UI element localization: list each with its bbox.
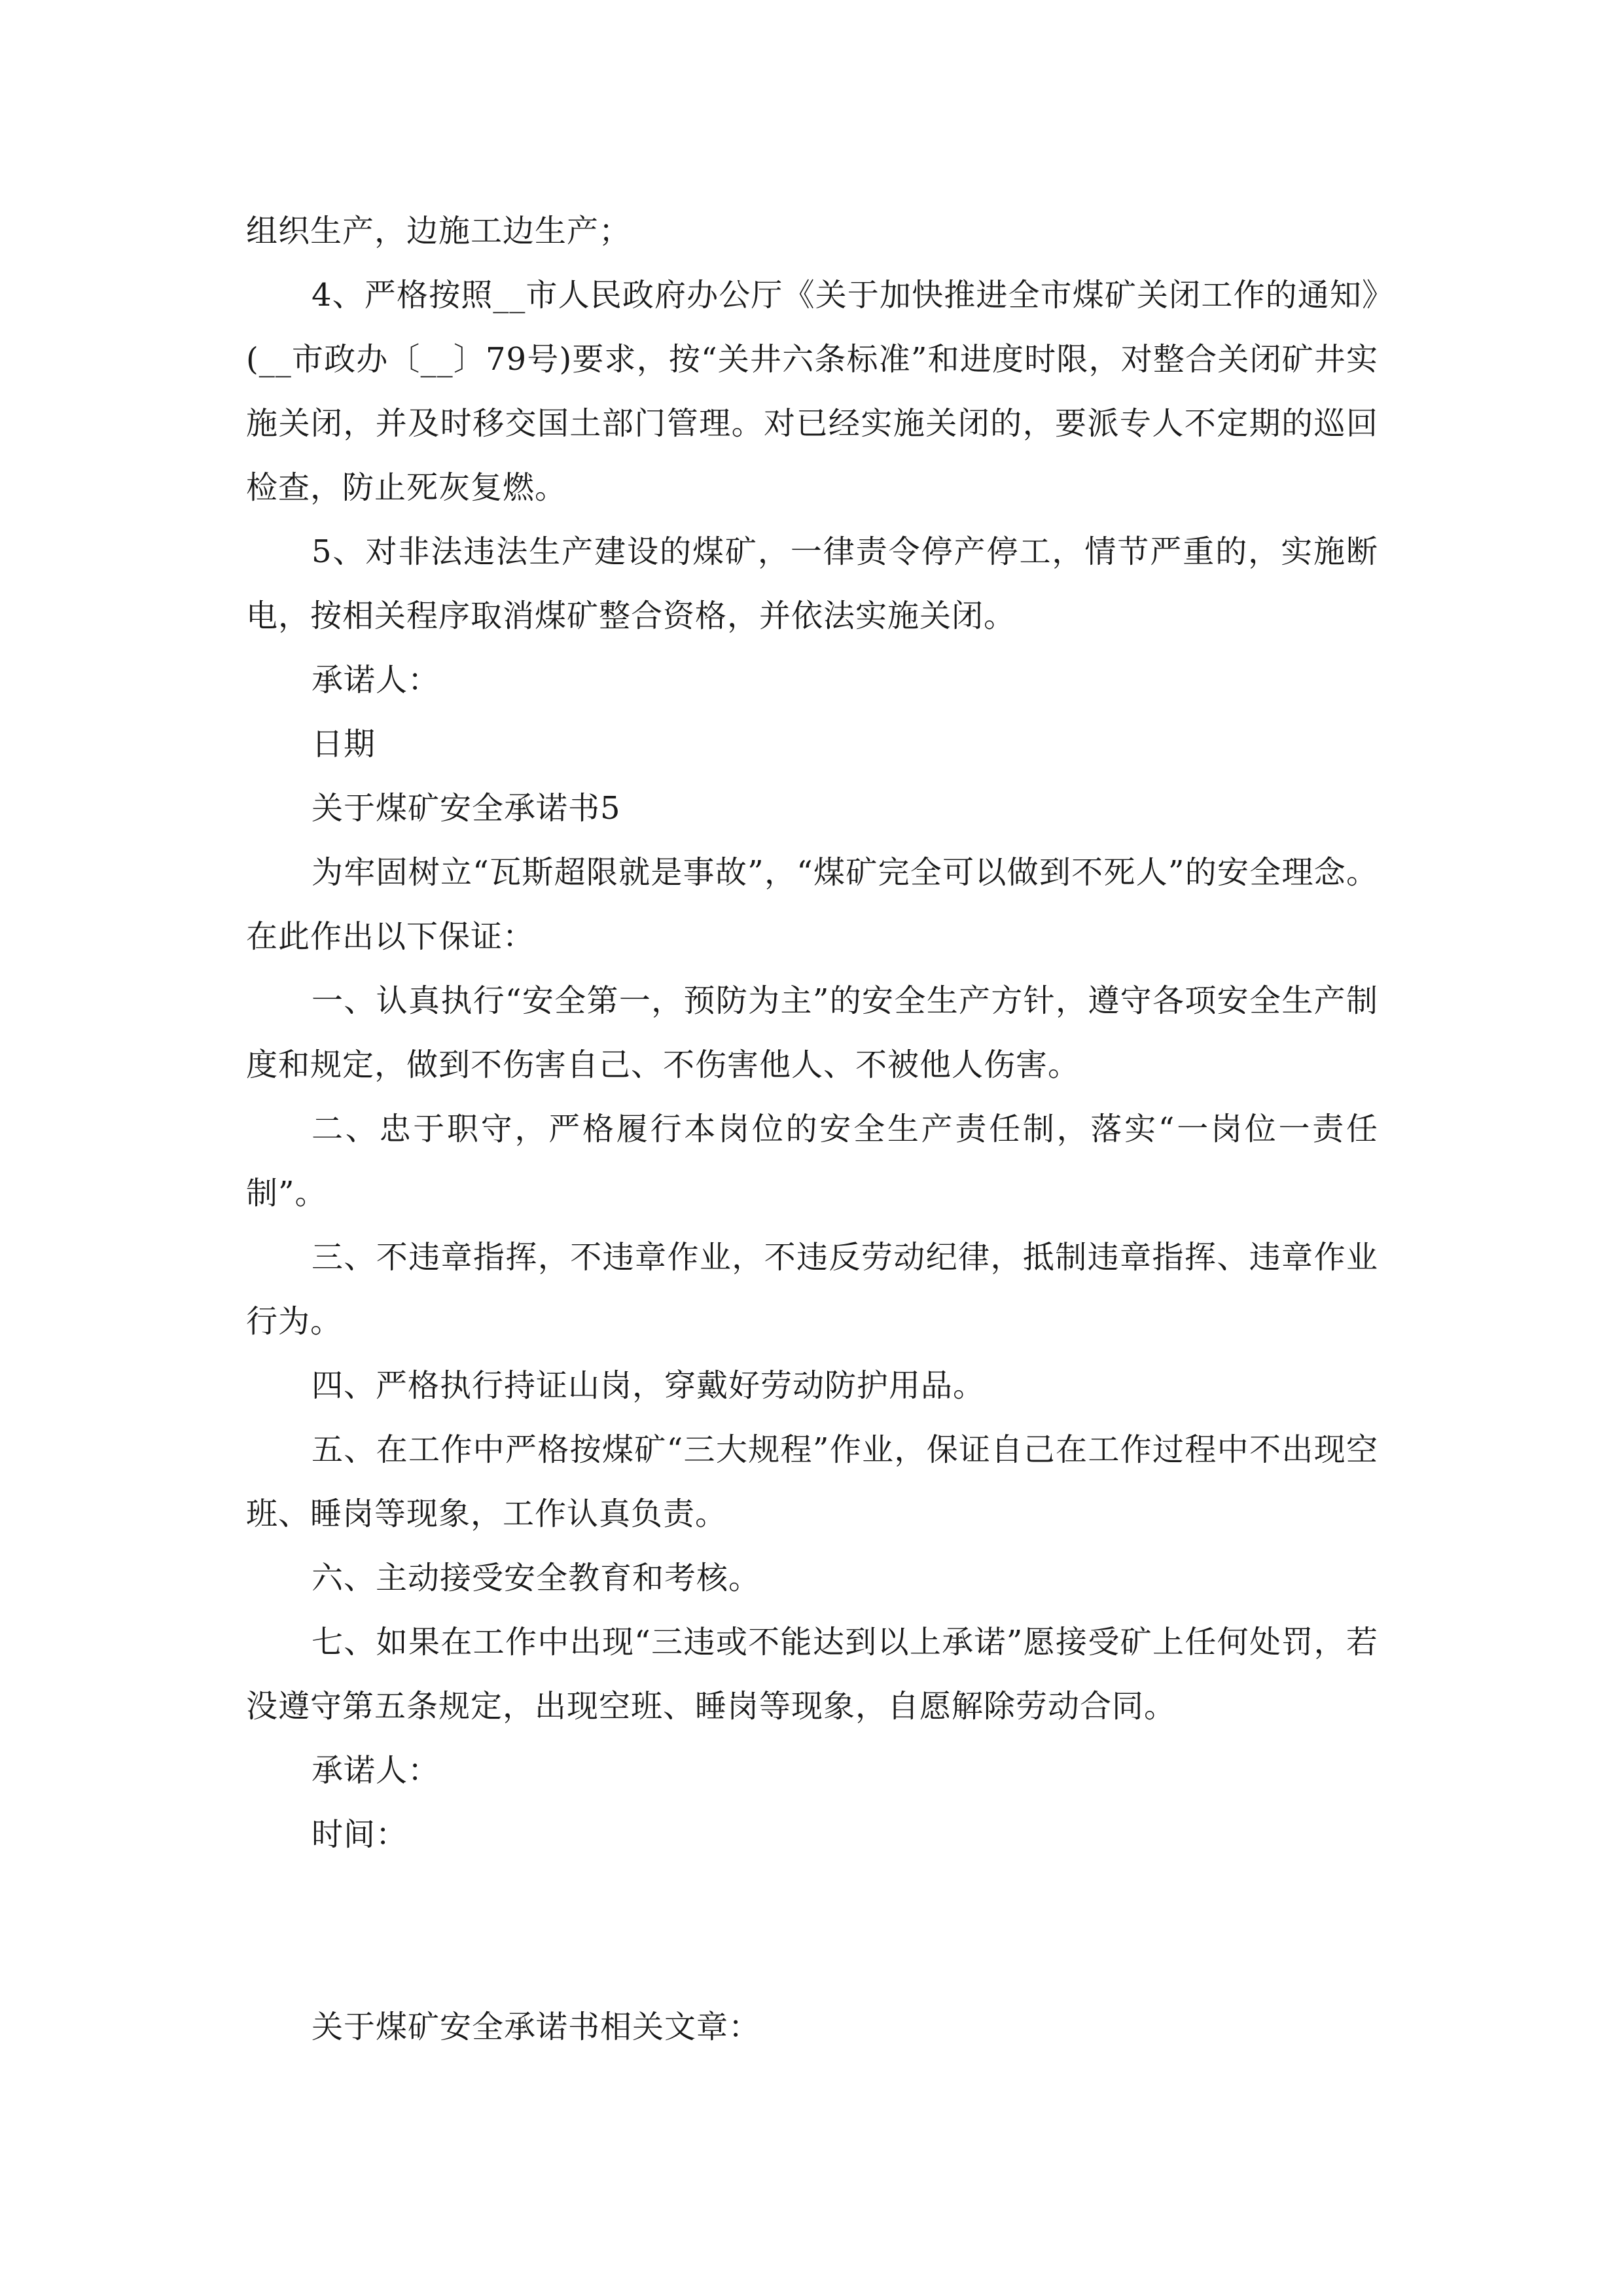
item-4: 四、严格执行持证山岗，穿戴好劳动防护用品。	[312, 1367, 986, 1404]
date-label: 日期	[312, 726, 376, 762]
promisor-label-1: 承诺人：	[312, 662, 440, 698]
paragraph-1: 组织生产，边施工边生产；	[246, 213, 632, 249]
paragraph-intro: 为牢固树立“瓦斯超限就是事故”，“煤矿完全可以做到不死人”的安全理念。在此作出以下保证：	[246, 854, 1378, 955]
item-1: 一、认真执行“安全第一，预防为主”的安全生产方针，遵守各项安全生产制度和规定，做到不伤害自己、不伤害他人、不被他人伤害。	[246, 982, 1378, 1083]
paragraph-3: 5、对非法违法生产建设的煤矿，一律责令停产停工，情节严重的，实施断电，按相关程序取消煤矿整合资格，并依法实施关闭。	[246, 533, 1378, 634]
item-6: 六、主动接受安全教育和考核。	[312, 1560, 761, 1596]
section-title: 关于煤矿安全承诺书5	[312, 790, 621, 827]
item-2: 二、忠于职守，严格履行本岗位的安全生产责任制，落实“一岗位一责任制”。	[246, 1111, 1378, 1211]
promisor-label-2: 承诺人：	[312, 1752, 440, 1789]
blank-space	[246, 1867, 1378, 1995]
item-5: 五、在工作中严格按煤矿“三大规程”作业，保证自己在工作过程中不出现空班、睡岗等现象，工作认真负责。	[246, 1431, 1378, 1532]
time-label: 时间：	[312, 1816, 408, 1853]
paragraph-2: 4、严格按照__市人民政府办公厅《关于加快推进全市煤矿关闭工作的通知》(__市政办〔__〕79号)要求，按“关井六条标准”和进度时限，对整合关闭矿井实施关闭，并及时移交国土部门管理。对已经实施关闭的，要派专人不定期的巡回检查，防止死灰复燃。	[246, 277, 1378, 506]
related-articles-heading: 关于煤矿安全承诺书相关文章：	[312, 2009, 761, 2045]
item-3: 三、不违章指挥，不违章作业，不违反劳动纪律，抵制违章指挥、违章作业行为。	[246, 1239, 1378, 1340]
item-7: 七、如果在工作中出现“三违或不能达到以上承诺”愿接受矿上任何处罚，若没遵守第五条规定，出现空班、睡岗等现象，自愿解除劳动合同。	[246, 1624, 1378, 1725]
document-body	[246, 199, 1378, 2059]
